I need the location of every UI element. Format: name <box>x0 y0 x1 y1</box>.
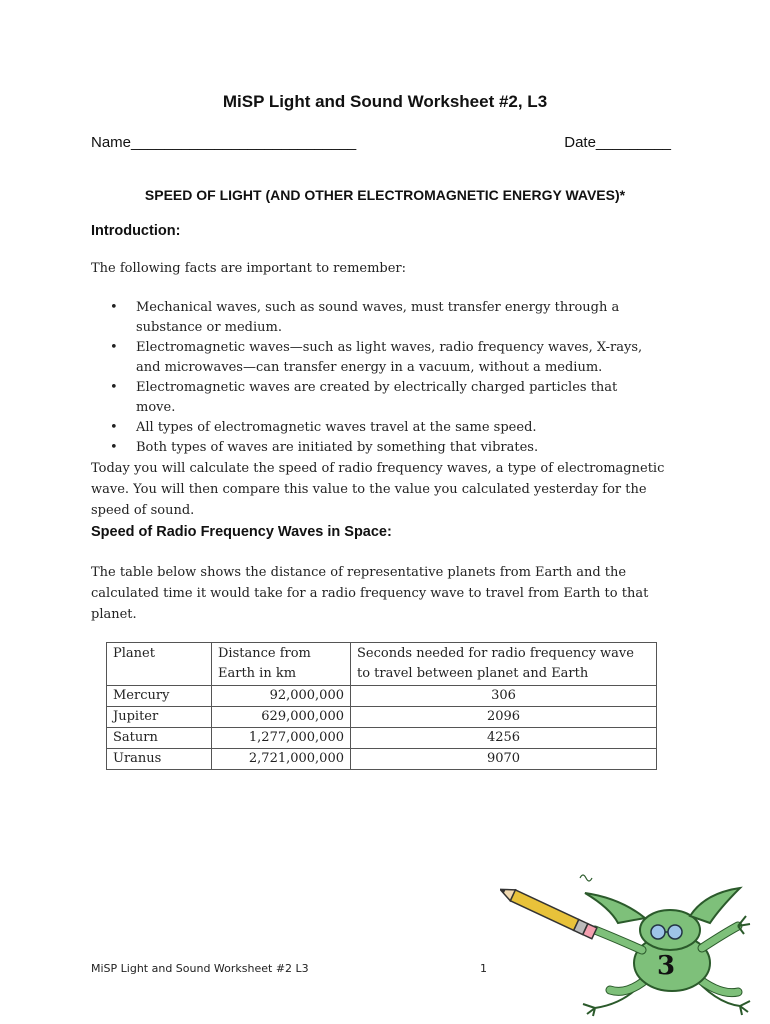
planet-cell: Uranus <box>107 749 212 770</box>
list-item: • Both types of waves are initiated by something that vibrates. <box>91 438 651 458</box>
header-planet: Planet <box>107 643 212 686</box>
table-row <box>107 707 657 728</box>
date-field[interactable]: Date_________ <box>564 134 671 151</box>
planet-table <box>106 642 657 770</box>
pencil-icon <box>500 884 597 939</box>
header-distance: Distance from Earth in km <box>212 643 351 686</box>
footer-title: MiSP Light and Sound Worksheet #2 L3 <box>91 962 309 975</box>
planet-cell: Saturn <box>107 728 212 749</box>
seconds-cell: 306 <box>351 686 657 707</box>
header-seconds: Seconds needed for radio frequency wave to travel between planet and Earth <box>351 643 657 686</box>
worksheet-title: MiSP Light and Sound Worksheet #2, L3 <box>222 92 548 111</box>
table-row <box>107 749 657 770</box>
intro-text: The following facts are important to remember: <box>91 261 407 276</box>
distance-cell: 2,721,000,000 <box>212 749 351 770</box>
frog-with-pencil-icon <box>500 868 760 1018</box>
list-item: • Electromagnetic waves—such as light waves, radio frequency waves, X-rays, and microwaves—can transfer energy in a vacuum, without a medium. <box>91 338 651 378</box>
today-paragraph: Today you will calculate the speed of radio frequency waves, a type of electromagnetic wave. You will then compare this value to the value you calculated yesterday for the speed of sound. <box>91 461 665 518</box>
intro-heading: Introduction: <box>91 223 181 239</box>
table-intro-paragraph: The table below shows the distance of representative planets from Earth and the calculated time it would take for a radio frequency wave to travel from Earth to that planet. <box>91 565 649 622</box>
planet-cell: Jupiter <box>107 707 212 728</box>
distance-cell: 1,277,000,000 <box>212 728 351 749</box>
glasses-icon <box>651 925 665 939</box>
seconds-cell: 4256 <box>351 728 657 749</box>
distance-cell: 92,000,000 <box>212 686 351 707</box>
badge-number: 3 <box>657 951 676 981</box>
seconds-cell: 9070 <box>351 749 657 770</box>
facts-list <box>91 298 651 458</box>
table-row <box>107 686 657 707</box>
name-field[interactable]: Name___________________________ <box>91 134 357 151</box>
radio-heading: Speed of Radio Frequency Waves in Space: <box>91 524 392 540</box>
list-item: • Electromagnetic waves are created by electrically charged particles that move. <box>91 378 651 418</box>
distance-cell: 629,000,000 <box>212 707 351 728</box>
list-item: • Mechanical waves, such as sound waves, must transfer energy through a substance or medium. <box>91 298 651 338</box>
table-row <box>107 728 657 749</box>
page-number: 1 <box>480 962 487 975</box>
list-item: • All types of electromagnetic waves travel at the same speed. <box>91 418 651 438</box>
section-heading: SPEED OF LIGHT (AND OTHER ELECTROMAGNETIC ENERGY WAVES)* <box>144 187 626 203</box>
table-header-row <box>107 643 657 686</box>
planet-cell: Mercury <box>107 686 212 707</box>
seconds-cell: 2096 <box>351 707 657 728</box>
